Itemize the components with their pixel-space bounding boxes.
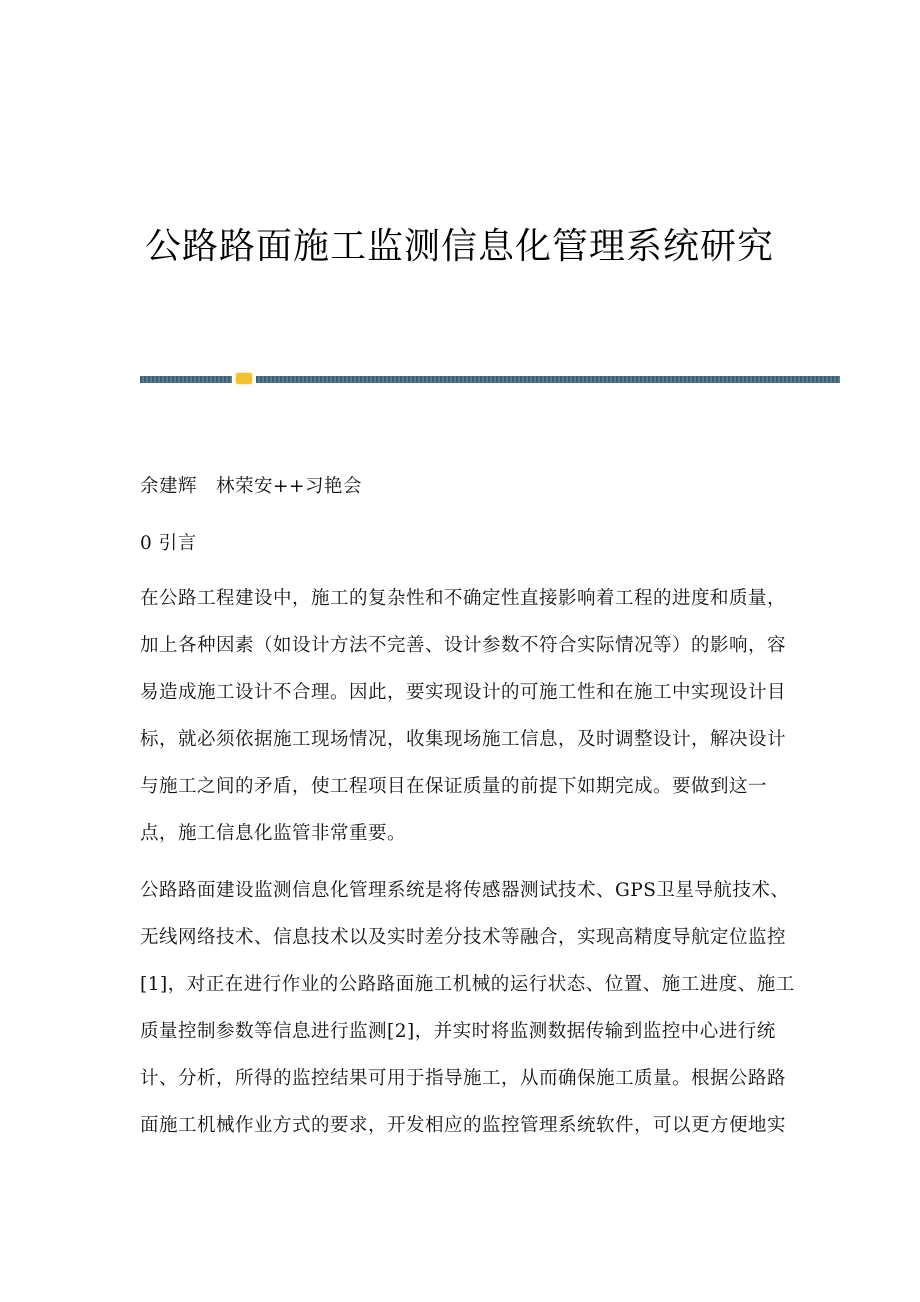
paragraph-line: 面施工机械作业方式的要求，开发相应的监控管理系统软件，可以更方便地实 — [140, 1115, 787, 1136]
divider-left — [140, 376, 232, 383]
paragraph-line: 加上各种因素（如设计方法不完善、设计参数不符合实际情况等）的影响，容 — [140, 635, 787, 656]
authors: 余建辉 林荣安++习艳会 — [140, 476, 363, 497]
paragraph-line: 标，就必须依据施工现场情况，收集现场施工信息，及时调整设计，解决设计 — [140, 729, 787, 750]
section-heading: 0 引言 — [140, 533, 197, 554]
paragraph-line: 质量控制参数等信息进行监测[2]，并实时将监测数据传输到监控中心进行统 — [140, 1021, 776, 1042]
divider-right — [256, 376, 840, 383]
paragraph-line: 公路路面建设监测信息化管理系统是将传感器测试技术、GPS卫星导航技术、 — [140, 880, 790, 901]
paragraph-line: 点，施工信息化监管非常重要。 — [140, 823, 407, 844]
document-title: 公路路面施工监测信息化管理系统研究 — [145, 226, 775, 267]
paragraph-line: 在公路工程建设中，施工的复杂性和不确定性直接影响着工程的进度和质量， — [140, 588, 787, 609]
paragraph-line: 无线网络技术、信息技术以及实时差分技术等融合，实现高精度导航定位监控 — [140, 927, 787, 948]
paragraph-line: 易造成施工设计不合理。因此，要实现设计的可施工性和在施工中实现设计目 — [140, 682, 787, 703]
paragraph-line: 与施工之间的矛盾，使工程项目在保证质量的前提下如期完成。要做到这一 — [140, 776, 768, 797]
envelope-icon — [236, 373, 252, 384]
paragraph-line: [1]，对正在进行作业的公路路面施工机械的运行状态、位置、施工进度、施工 — [140, 974, 795, 995]
paragraph-line: 计、分析，所得的监控结果可用于指导施工，从而确保施工质量。根据公路路 — [140, 1068, 787, 1089]
